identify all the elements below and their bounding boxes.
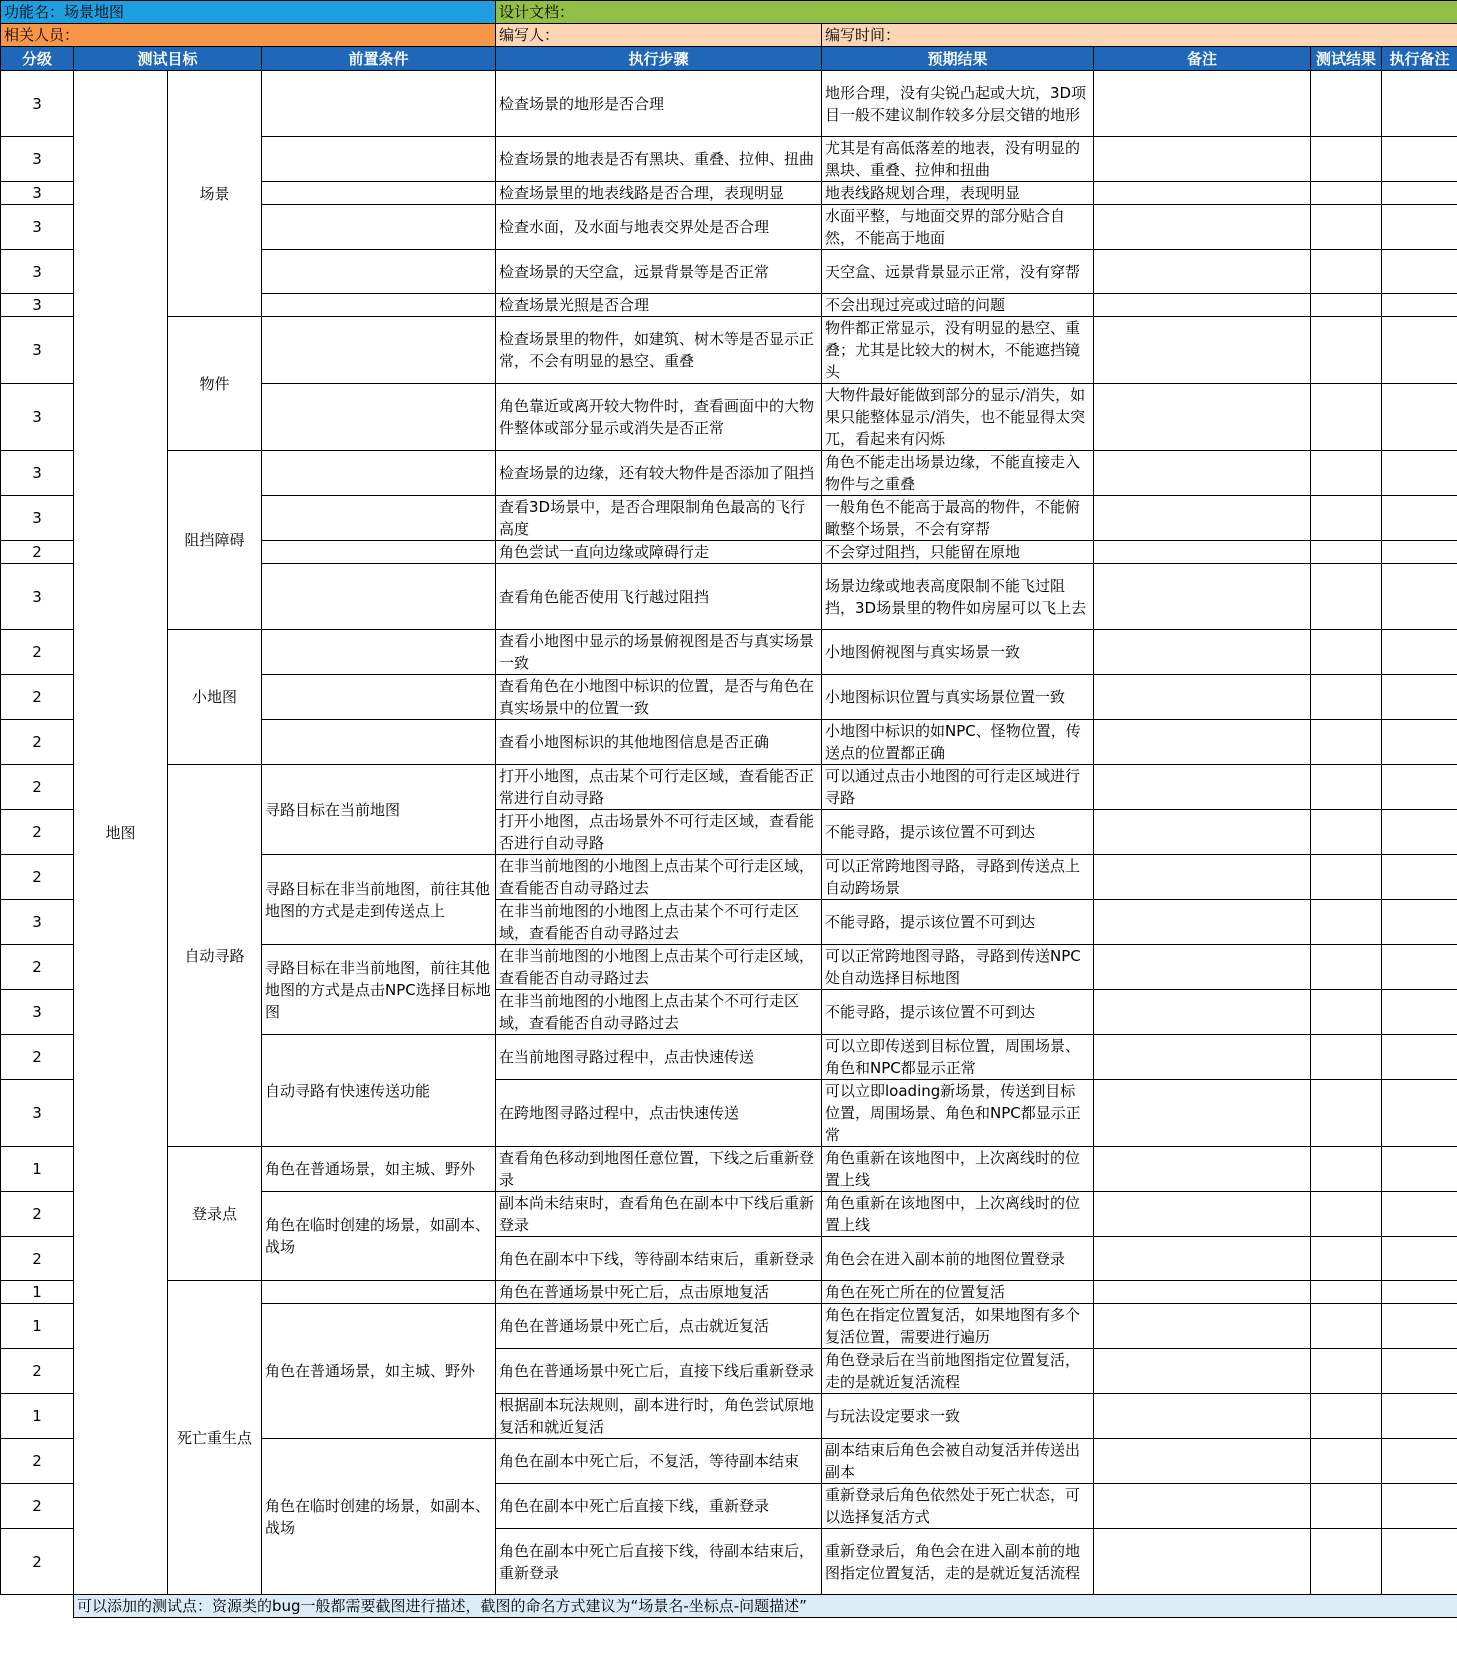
group-cell-map[interactable]: 地图 xyxy=(74,71,168,1595)
expected-cell[interactable]: 不能寻路，提示该位置不可到达 xyxy=(822,810,1094,855)
result-cell[interactable] xyxy=(1311,1147,1382,1192)
exec-notes-cell[interactable] xyxy=(1382,71,1457,137)
notes-cell[interactable] xyxy=(1094,541,1311,564)
notes-cell[interactable] xyxy=(1094,564,1311,630)
notes-cell[interactable] xyxy=(1094,1304,1311,1349)
expected-cell[interactable]: 角色重新在该地图中，上次离线时的位置上线 xyxy=(822,1147,1094,1192)
steps-cell[interactable]: 在非当前地图的小地图上点击某个不可行走区域，查看能否自动寻路过去 xyxy=(496,990,822,1035)
steps-cell[interactable]: 角色在普通场景中死亡后，直接下线后重新登录 xyxy=(496,1349,822,1394)
subgroup-cell[interactable]: 登录点 xyxy=(168,1147,262,1281)
exec-notes-cell[interactable] xyxy=(1382,720,1457,765)
grade-cell[interactable]: 3 xyxy=(1,990,74,1035)
result-cell[interactable] xyxy=(1311,1439,1382,1484)
notes-cell[interactable] xyxy=(1094,630,1311,675)
expected-cell[interactable]: 角色登录后在当前地图指定位置复活，走的是就近复活流程 xyxy=(822,1349,1094,1394)
notes-cell[interactable] xyxy=(1094,182,1311,205)
grade-cell[interactable]: 3 xyxy=(1,137,74,182)
steps-cell[interactable]: 在非当前地图的小地图上点击某个不可行走区域，查看能否自动寻路过去 xyxy=(496,900,822,945)
precondition-cell[interactable]: 角色在临时创建的场景，如副本、战场 xyxy=(262,1192,496,1281)
expected-cell[interactable]: 天空盒、远景背景显示正常，没有穿帮 xyxy=(822,250,1094,294)
steps-cell[interactable]: 检查场景里的物件，如建筑、树木等是否显示正常，不会有明显的悬空、重叠 xyxy=(496,317,822,384)
notes-cell[interactable] xyxy=(1094,384,1311,451)
exec-notes-cell[interactable] xyxy=(1382,294,1457,317)
result-cell[interactable] xyxy=(1311,1394,1382,1439)
notes-cell[interactable] xyxy=(1094,71,1311,137)
notes-cell[interactable] xyxy=(1094,810,1311,855)
precondition-cell[interactable]: 寻路目标在当前地图 xyxy=(262,765,496,855)
exec-notes-cell[interactable] xyxy=(1382,945,1457,990)
steps-cell[interactable]: 角色尝试一直向边缘或障碍行走 xyxy=(496,541,822,564)
exec-notes-cell[interactable] xyxy=(1382,451,1457,496)
grade-cell[interactable]: 3 xyxy=(1,205,74,250)
grade-cell[interactable]: 3 xyxy=(1,250,74,294)
subgroup-cell[interactable]: 小地图 xyxy=(168,630,262,765)
grade-cell[interactable]: 1 xyxy=(1,1147,74,1192)
result-cell[interactable] xyxy=(1311,765,1382,810)
result-cell[interactable] xyxy=(1311,384,1382,451)
precondition-cell[interactable] xyxy=(262,182,496,205)
design-doc-cell[interactable]: 设计文档： xyxy=(496,1,1457,24)
precondition-cell[interactable] xyxy=(262,720,496,765)
steps-cell[interactable]: 角色在副本中死亡后，不复活，等待副本结束 xyxy=(496,1439,822,1484)
result-cell[interactable] xyxy=(1311,945,1382,990)
result-cell[interactable] xyxy=(1311,810,1382,855)
result-cell[interactable] xyxy=(1311,250,1382,294)
steps-cell[interactable]: 根据副本玩法规则，副本进行时，角色尝试原地复活和就近复活 xyxy=(496,1394,822,1439)
exec-notes-cell[interactable] xyxy=(1382,137,1457,182)
precondition-cell[interactable] xyxy=(262,384,496,451)
result-cell[interactable] xyxy=(1311,990,1382,1035)
people-cell[interactable]: 相关人员： xyxy=(1,24,496,47)
precondition-cell[interactable] xyxy=(262,317,496,384)
col-header-target[interactable]: 测试目标 xyxy=(74,47,262,71)
grade-cell[interactable]: 2 xyxy=(1,541,74,564)
exec-notes-cell[interactable] xyxy=(1382,1529,1457,1595)
expected-cell[interactable]: 不会穿过阻挡，只能留在原地 xyxy=(822,541,1094,564)
steps-cell[interactable]: 检查场景的天空盒，远景背景等是否正常 xyxy=(496,250,822,294)
subgroup-cell[interactable]: 场景 xyxy=(168,71,262,317)
grade-cell[interactable]: 2 xyxy=(1,1237,74,1281)
expected-cell[interactable]: 可以正常跨地图寻路，寻路到传送NPC处自动选择目标地图 xyxy=(822,945,1094,990)
table-row xyxy=(1,630,1457,675)
expected-cell[interactable]: 不能寻路，提示该位置不可到达 xyxy=(822,990,1094,1035)
steps-cell[interactable]: 在非当前地图的小地图上点击某个可行走区域，查看能否自动寻路过去 xyxy=(496,855,822,900)
precondition-cell[interactable] xyxy=(262,564,496,630)
result-cell[interactable] xyxy=(1311,1529,1382,1595)
expected-cell[interactable]: 大物件最好能做到部分的显示/消失，如果只能整体显示/消失，也不能显得太突兀，看起来有闪烁 xyxy=(822,384,1094,451)
table-row xyxy=(1,765,1457,810)
col-header-exec-notes[interactable]: 执行备注 xyxy=(1382,47,1457,71)
result-cell[interactable] xyxy=(1311,496,1382,541)
precondition-cell[interactable] xyxy=(262,1281,496,1304)
precondition-cell[interactable] xyxy=(262,205,496,250)
notes-cell[interactable] xyxy=(1094,317,1311,384)
precondition-cell[interactable] xyxy=(262,541,496,564)
grade-cell[interactable]: 3 xyxy=(1,384,74,451)
expected-cell[interactable]: 可以立即传送到目标位置，周围场景、角色和NPC都显示正常 xyxy=(822,1035,1094,1080)
result-cell[interactable] xyxy=(1311,564,1382,630)
expected-cell[interactable]: 可以正常跨地图寻路，寻路到传送点上自动跨场景 xyxy=(822,855,1094,900)
table-row xyxy=(1,451,1457,496)
exec-notes-cell[interactable] xyxy=(1382,1237,1457,1281)
grade-cell[interactable]: 3 xyxy=(1,182,74,205)
exec-notes-cell[interactable] xyxy=(1382,990,1457,1035)
steps-cell[interactable]: 查看角色移动到地图任意位置，下线之后重新登录 xyxy=(496,1147,822,1192)
expected-cell[interactable]: 角色重新在该地图中，上次离线时的位置上线 xyxy=(822,1192,1094,1237)
result-cell[interactable] xyxy=(1311,630,1382,675)
precondition-cell[interactable]: 角色在普通场景，如主城、野外 xyxy=(262,1304,496,1439)
steps-cell[interactable]: 检查场景的地表是否有黑块、重叠、拉伸、扭曲 xyxy=(496,137,822,182)
result-cell[interactable] xyxy=(1311,71,1382,137)
notes-cell[interactable] xyxy=(1094,675,1311,720)
precondition-cell[interactable] xyxy=(262,675,496,720)
steps-cell[interactable]: 角色在副本中死亡后直接下线，重新登录 xyxy=(496,1484,822,1529)
exec-notes-cell[interactable] xyxy=(1382,541,1457,564)
result-cell[interactable] xyxy=(1311,317,1382,384)
steps-cell[interactable]: 检查场景的地形是否合理 xyxy=(496,71,822,137)
result-cell[interactable] xyxy=(1311,1035,1382,1080)
notes-cell[interactable] xyxy=(1094,1147,1311,1192)
expected-cell[interactable]: 尤其是有高低落差的地表，没有明显的黑块、重叠、拉伸和扭曲 xyxy=(822,137,1094,182)
expected-cell[interactable]: 小地图俯视图与真实场景一致 xyxy=(822,630,1094,675)
precondition-cell[interactable]: 寻路目标在非当前地图，前往其他地图的方式是点击NPC选择目标地图 xyxy=(262,945,496,1035)
notes-cell[interactable] xyxy=(1094,855,1311,900)
result-cell[interactable] xyxy=(1311,855,1382,900)
notes-cell[interactable] xyxy=(1094,496,1311,541)
precondition-cell[interactable] xyxy=(262,294,496,317)
writer-cell[interactable]: 编写人： xyxy=(496,24,822,47)
exec-notes-cell[interactable] xyxy=(1382,855,1457,900)
table-row xyxy=(1,317,1457,384)
exec-notes-cell[interactable] xyxy=(1382,182,1457,205)
precondition-cell[interactable] xyxy=(262,496,496,541)
steps-cell[interactable]: 在当前地图寻路过程中，点击快速传送 xyxy=(496,1035,822,1080)
function-name-cell[interactable]: 功能名：场景地图 xyxy=(1,1,496,24)
result-cell[interactable] xyxy=(1311,1237,1382,1281)
table-row xyxy=(1,1281,1457,1304)
expected-cell[interactable]: 一般角色不能高于最高的物件，不能俯瞰整个场景，不会有穿帮 xyxy=(822,496,1094,541)
notes-cell[interactable] xyxy=(1094,1192,1311,1237)
steps-cell[interactable]: 检查场景光照是否合理 xyxy=(496,294,822,317)
expected-cell[interactable]: 副本结束后角色会被自动复活并传送出副本 xyxy=(822,1439,1094,1484)
notes-cell[interactable] xyxy=(1094,1080,1311,1147)
exec-notes-cell[interactable] xyxy=(1382,1394,1457,1439)
steps-cell[interactable]: 查看小地图中显示的场景俯视图是否与真实场景一致 xyxy=(496,630,822,675)
expected-cell[interactable]: 不会出现过亮或过暗的问题 xyxy=(822,294,1094,317)
notes-cell[interactable] xyxy=(1094,1529,1311,1595)
footer-spacer xyxy=(1,1595,74,1618)
notes-cell[interactable] xyxy=(1094,900,1311,945)
result-cell[interactable] xyxy=(1311,675,1382,720)
expected-cell[interactable]: 物件都正常显示，没有明显的悬空、重叠；尤其是比较大的树木，不能遮挡镜头 xyxy=(822,317,1094,384)
write-time-cell[interactable]: 编写时间： xyxy=(822,24,1457,47)
precondition-cell[interactable]: 寻路目标在非当前地图，前往其他地图的方式是走到传送点上 xyxy=(262,855,496,945)
exec-notes-cell[interactable] xyxy=(1382,630,1457,675)
exec-notes-cell[interactable] xyxy=(1382,900,1457,945)
precondition-cell[interactable] xyxy=(262,137,496,182)
table-row xyxy=(1,1147,1457,1192)
expected-cell[interactable]: 场景边缘或地表高度限制不能飞过阻挡，3D场景里的物件如房屋可以飞上去 xyxy=(822,564,1094,630)
steps-cell[interactable]: 打开小地图，点击场景外不可行走区域，查看能否进行自动寻路 xyxy=(496,810,822,855)
result-cell[interactable] xyxy=(1311,182,1382,205)
result-cell[interactable] xyxy=(1311,1192,1382,1237)
grade-cell[interactable]: 2 xyxy=(1,1192,74,1237)
grade-cell[interactable]: 2 xyxy=(1,1035,74,1080)
exec-notes-cell[interactable] xyxy=(1382,1035,1457,1080)
notes-cell[interactable] xyxy=(1094,1281,1311,1304)
notes-cell[interactable] xyxy=(1094,1394,1311,1439)
steps-cell[interactable]: 角色在普通场景中死亡后，点击就近复活 xyxy=(496,1304,822,1349)
exec-notes-cell[interactable] xyxy=(1382,1281,1457,1304)
notes-cell[interactable] xyxy=(1094,1439,1311,1484)
grade-cell[interactable]: 2 xyxy=(1,1529,74,1595)
exec-notes-cell[interactable] xyxy=(1382,765,1457,810)
grade-cell[interactable]: 3 xyxy=(1,1080,74,1147)
exec-notes-cell[interactable] xyxy=(1382,1439,1457,1484)
steps-cell[interactable]: 角色在副本中死亡后直接下线，待副本结束后，重新登录 xyxy=(496,1529,822,1595)
grade-cell[interactable]: 2 xyxy=(1,1349,74,1394)
notes-cell[interactable] xyxy=(1094,137,1311,182)
col-header-expected[interactable]: 预期结果 xyxy=(822,47,1094,71)
result-cell[interactable] xyxy=(1311,1304,1382,1349)
subgroup-cell[interactable]: 阻挡障碍 xyxy=(168,451,262,630)
exec-notes-cell[interactable] xyxy=(1382,317,1457,384)
table-row xyxy=(1,71,1457,137)
notes-cell[interactable] xyxy=(1094,1484,1311,1529)
exec-notes-cell[interactable] xyxy=(1382,205,1457,250)
expected-cell[interactable]: 重新登录后，角色会在进入副本前的地图指定位置复活，走的是就近复活流程 xyxy=(822,1529,1094,1595)
col-header-grade[interactable]: 分级 xyxy=(1,47,74,71)
precondition-cell[interactable] xyxy=(262,451,496,496)
notes-cell[interactable] xyxy=(1094,1237,1311,1281)
steps-cell[interactable]: 查看小地图标识的其他地图信息是否正确 xyxy=(496,720,822,765)
grade-cell[interactable]: 3 xyxy=(1,71,74,137)
steps-cell[interactable]: 在非当前地图的小地图上点击某个可行走区域，查看能否自动寻路过去 xyxy=(496,945,822,990)
notes-cell[interactable] xyxy=(1094,945,1311,990)
result-cell[interactable] xyxy=(1311,294,1382,317)
result-cell[interactable] xyxy=(1311,451,1382,496)
subgroup-cell[interactable]: 自动寻路 xyxy=(168,765,262,1147)
expected-cell[interactable]: 与玩法设定要求一致 xyxy=(822,1394,1094,1439)
notes-cell[interactable] xyxy=(1094,205,1311,250)
grade-cell[interactable]: 3 xyxy=(1,317,74,384)
precondition-cell[interactable]: 角色在临时创建的场景，如副本、战场 xyxy=(262,1439,496,1595)
expected-cell[interactable]: 角色在死亡所在的位置复活 xyxy=(822,1281,1094,1304)
steps-cell[interactable]: 查看角色能否使用飞行越过阻挡 xyxy=(496,564,822,630)
grade-cell[interactable]: 3 xyxy=(1,451,74,496)
notes-cell[interactable] xyxy=(1094,1035,1311,1080)
notes-cell[interactable] xyxy=(1094,250,1311,294)
result-cell[interactable] xyxy=(1311,900,1382,945)
exec-notes-cell[interactable] xyxy=(1382,1304,1457,1349)
notes-cell[interactable] xyxy=(1094,294,1311,317)
result-cell[interactable] xyxy=(1311,137,1382,182)
expected-cell[interactable]: 重新登录后角色依然处于死亡状态，可以选择复活方式 xyxy=(822,1484,1094,1529)
grade-cell[interactable]: 2 xyxy=(1,630,74,675)
steps-cell[interactable]: 角色在普通场景中死亡后，点击原地复活 xyxy=(496,1281,822,1304)
expected-cell[interactable]: 角色在指定位置复活，如果地图有多个复活位置，需要进行遍历 xyxy=(822,1304,1094,1349)
expected-cell[interactable]: 不能寻路，提示该位置不可到达 xyxy=(822,900,1094,945)
col-header-precondition[interactable]: 前置条件 xyxy=(262,47,496,71)
result-cell[interactable] xyxy=(1311,1281,1382,1304)
steps-cell[interactable]: 角色靠近或离开较大物件时，查看画面中的大物件整体或部分显示或消失是否正常 xyxy=(496,384,822,451)
exec-notes-cell[interactable] xyxy=(1382,1192,1457,1237)
grade-cell[interactable]: 3 xyxy=(1,900,74,945)
steps-cell[interactable]: 副本尚未结束时，查看角色在副本中下线后重新登录 xyxy=(496,1192,822,1237)
exec-notes-cell[interactable] xyxy=(1382,250,1457,294)
exec-notes-cell[interactable] xyxy=(1382,384,1457,451)
grade-cell[interactable]: 3 xyxy=(1,294,74,317)
notes-cell[interactable] xyxy=(1094,720,1311,765)
steps-cell[interactable]: 检查水面，及水面与地表交界处是否合理 xyxy=(496,205,822,250)
grade-cell[interactable]: 2 xyxy=(1,675,74,720)
steps-cell[interactable]: 检查场景的边缘，还有较大物件是否添加了阻挡 xyxy=(496,451,822,496)
result-cell[interactable] xyxy=(1311,1080,1382,1147)
expected-cell[interactable]: 可以通过点击小地图的可行走区域进行寻路 xyxy=(822,765,1094,810)
grade-cell[interactable]: 2 xyxy=(1,765,74,810)
grade-cell[interactable]: 3 xyxy=(1,564,74,630)
footer-note[interactable]: 可以添加的测试点：资源类的bug一般都需要截图进行描述，截图的命名方式建议为“场景名-坐标点-问题描述” xyxy=(74,1595,1457,1618)
expected-cell[interactable]: 地形合理，没有尖锐凸起或大坑，3D项目一般不建议制作较多分层交错的地形 xyxy=(822,71,1094,137)
subgroup-cell[interactable]: 物件 xyxy=(168,317,262,451)
grade-cell[interactable]: 2 xyxy=(1,720,74,765)
precondition-cell[interactable]: 自动寻路有快速传送功能 xyxy=(262,1035,496,1147)
grade-cell[interactable]: 1 xyxy=(1,1304,74,1349)
expected-cell[interactable]: 水面平整，与地面交界的部分贴合自然，不能高于地面 xyxy=(822,205,1094,250)
steps-cell[interactable]: 查看角色在小地图中标识的位置，是否与角色在真实场景中的位置一致 xyxy=(496,675,822,720)
notes-cell[interactable] xyxy=(1094,990,1311,1035)
precondition-cell[interactable] xyxy=(262,71,496,137)
result-cell[interactable] xyxy=(1311,205,1382,250)
grade-cell[interactable]: 2 xyxy=(1,1484,74,1529)
steps-cell[interactable]: 查看3D场景中，是否合理限制角色最高的飞行高度 xyxy=(496,496,822,541)
notes-cell[interactable] xyxy=(1094,451,1311,496)
exec-notes-cell[interactable] xyxy=(1382,1147,1457,1192)
exec-notes-cell[interactable] xyxy=(1382,564,1457,630)
expected-cell[interactable]: 小地图中标识的如NPC、怪物位置，传送点的位置都正确 xyxy=(822,720,1094,765)
expected-cell[interactable]: 小地图标识位置与真实场景位置一致 xyxy=(822,675,1094,720)
precondition-cell[interactable] xyxy=(262,250,496,294)
grade-cell[interactable]: 1 xyxy=(1,1394,74,1439)
subgroup-cell[interactable]: 死亡重生点 xyxy=(168,1281,262,1595)
exec-notes-cell[interactable] xyxy=(1382,496,1457,541)
grade-cell[interactable]: 2 xyxy=(1,855,74,900)
exec-notes-cell[interactable] xyxy=(1382,1484,1457,1529)
grade-cell[interactable]: 2 xyxy=(1,945,74,990)
grade-cell[interactable]: 3 xyxy=(1,496,74,541)
steps-cell[interactable]: 打开小地图，点击某个可行走区域，查看能否正常进行自动寻路 xyxy=(496,765,822,810)
exec-notes-cell[interactable] xyxy=(1382,810,1457,855)
col-header-notes[interactable]: 备注 xyxy=(1094,47,1311,71)
exec-notes-cell[interactable] xyxy=(1382,1080,1457,1147)
exec-notes-cell[interactable] xyxy=(1382,675,1457,720)
precondition-cell[interactable]: 角色在普通场景，如主城、野外 xyxy=(262,1147,496,1192)
expected-cell[interactable]: 角色不能走出场景边缘，不能直接走入物件与之重叠 xyxy=(822,451,1094,496)
footer-row xyxy=(1,1595,1457,1618)
result-cell[interactable] xyxy=(1311,1349,1382,1394)
notes-cell[interactable] xyxy=(1094,765,1311,810)
precondition-cell[interactable] xyxy=(262,630,496,675)
col-header-result[interactable]: 测试结果 xyxy=(1311,47,1382,71)
exec-notes-cell[interactable] xyxy=(1382,1349,1457,1394)
result-cell[interactable] xyxy=(1311,720,1382,765)
expected-cell[interactable]: 角色会在进入副本前的地图位置登录 xyxy=(822,1237,1094,1281)
steps-cell[interactable]: 检查场景里的地表线路是否合理，表现明显 xyxy=(496,182,822,205)
expected-cell[interactable]: 地表线路规划合理，表现明显 xyxy=(822,182,1094,205)
expected-cell[interactable]: 可以立即loading新场景，传送到目标位置，周围场景、角色和NPC都显示正常 xyxy=(822,1080,1094,1147)
grade-cell[interactable]: 2 xyxy=(1,1439,74,1484)
grade-cell[interactable]: 1 xyxy=(1,1281,74,1304)
notes-cell[interactable] xyxy=(1094,1349,1311,1394)
steps-cell[interactable]: 在跨地图寻路过程中，点击快速传送 xyxy=(496,1080,822,1147)
steps-cell[interactable]: 角色在副本中下线，等待副本结束后，重新登录 xyxy=(496,1237,822,1281)
result-cell[interactable] xyxy=(1311,541,1382,564)
result-cell[interactable] xyxy=(1311,1484,1382,1529)
grade-cell[interactable]: 2 xyxy=(1,810,74,855)
col-header-steps[interactable]: 执行步骤 xyxy=(496,47,822,71)
